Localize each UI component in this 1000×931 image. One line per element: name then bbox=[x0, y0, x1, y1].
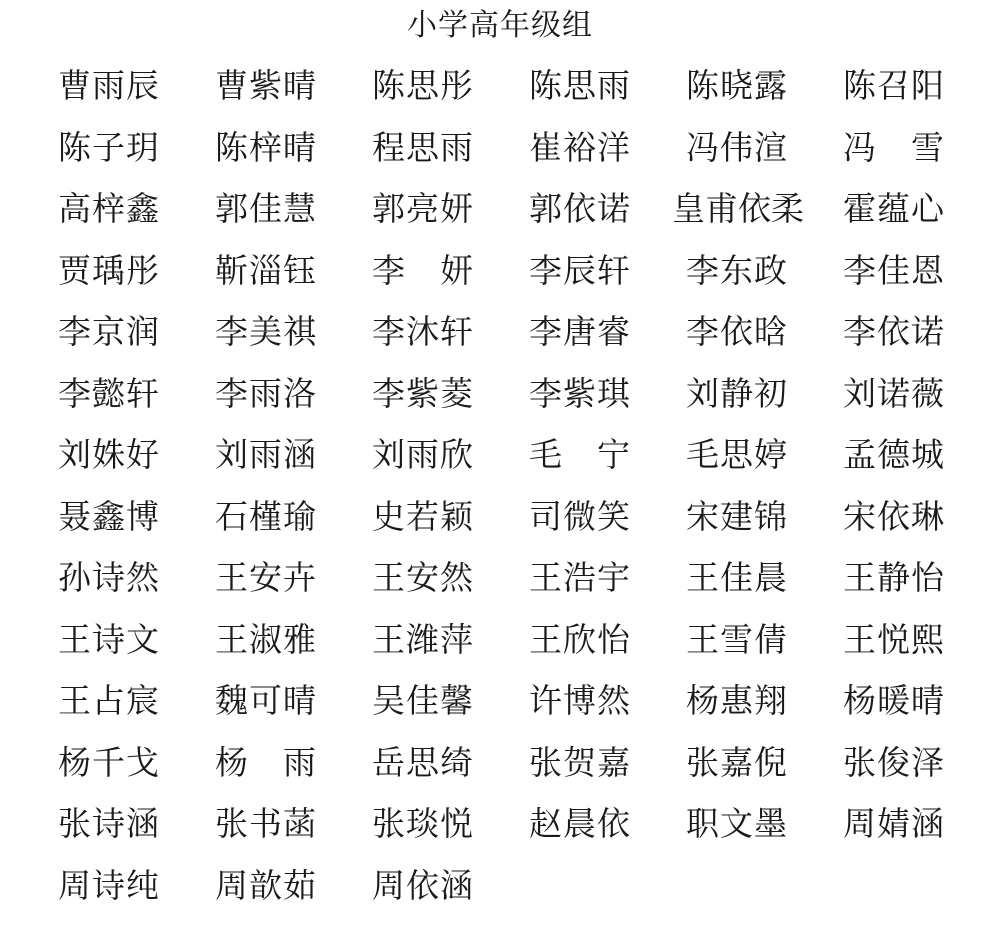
name-item: 王淑雅 bbox=[215, 619, 317, 659]
name-item: 司微笑 bbox=[529, 496, 631, 536]
name-item: 程思雨 bbox=[372, 127, 474, 167]
name-item: 李紫琪 bbox=[529, 373, 631, 413]
name-item: 郭亮妍 bbox=[372, 189, 474, 228]
name-item: 杨 雨 bbox=[215, 742, 317, 782]
name-item: 张书菡 bbox=[215, 804, 317, 843]
name-item: 李京润 bbox=[58, 312, 160, 351]
name-item: 魏可晴 bbox=[215, 681, 317, 720]
name-item: 陈思彤 bbox=[372, 66, 474, 105]
name-item: 陈晓露 bbox=[686, 66, 788, 105]
name-item: 周依涵 bbox=[372, 865, 474, 905]
name-item: 王浩宇 bbox=[529, 558, 631, 597]
name-item: 李佳恩 bbox=[843, 250, 945, 290]
name-item: 冯 雪 bbox=[843, 127, 945, 167]
name-item: 杨惠翔 bbox=[686, 681, 788, 720]
name-item: 陈梓晴 bbox=[215, 127, 317, 167]
name-item: 李依诺 bbox=[843, 312, 945, 351]
name-item: 聂鑫博 bbox=[58, 496, 160, 536]
name-item: 王悦熙 bbox=[843, 619, 945, 659]
name-item: 皇甫依柔 bbox=[672, 189, 804, 228]
name-item: 李美祺 bbox=[215, 312, 317, 351]
name-item: 曹紫晴 bbox=[215, 66, 317, 105]
name-item: 李懿轩 bbox=[58, 373, 160, 413]
name-item: 郭佳慧 bbox=[215, 189, 317, 228]
name-list bbox=[58, 62, 958, 923]
name-item: 刘静初 bbox=[686, 373, 788, 413]
page-title: 小学高年级组 bbox=[407, 8, 593, 43]
name-item: 王占宸 bbox=[58, 681, 160, 720]
name-item: 孙诗然 bbox=[58, 558, 160, 597]
name-item: 李辰轩 bbox=[529, 250, 631, 290]
name-item: 李雨洛 bbox=[215, 373, 317, 413]
name-item: 刘雨欣 bbox=[372, 435, 474, 474]
name-item: 曹雨辰 bbox=[58, 66, 160, 105]
name-item: 宋建锦 bbox=[686, 496, 788, 536]
name-item: 史若颖 bbox=[372, 496, 474, 536]
name-item: 李依晗 bbox=[686, 312, 788, 351]
name-item: 李沐轩 bbox=[372, 312, 474, 351]
name-item: 石槿瑜 bbox=[215, 496, 317, 536]
name-item: 周诗纯 bbox=[58, 865, 160, 905]
name-item: 郭依诺 bbox=[529, 189, 631, 228]
name-item: 孟德城 bbox=[843, 435, 945, 474]
name-item: 张诗涵 bbox=[58, 804, 160, 843]
name-item: 刘诺薇 bbox=[843, 373, 945, 413]
name-item: 靳淄钰 bbox=[215, 250, 317, 290]
name-item: 高梓鑫 bbox=[58, 189, 160, 228]
name-item: 王佳晨 bbox=[686, 558, 788, 597]
name-item: 王潍萍 bbox=[372, 619, 474, 659]
name-item: 王静怡 bbox=[843, 558, 945, 597]
name-item: 陈思雨 bbox=[529, 66, 631, 105]
name-item: 张俊泽 bbox=[843, 742, 945, 782]
name-item: 周歆茹 bbox=[215, 865, 317, 905]
name-item: 张嘉倪 bbox=[686, 742, 788, 782]
name-item: 毛 宁 bbox=[529, 435, 631, 474]
name-item: 崔裕洋 bbox=[529, 127, 631, 167]
name-item: 职文墨 bbox=[686, 804, 788, 843]
name-item: 王安卉 bbox=[215, 558, 317, 597]
name-item: 王雪倩 bbox=[686, 619, 788, 659]
name-item: 张琰悦 bbox=[372, 804, 474, 843]
name-item: 刘姝好 bbox=[58, 435, 160, 474]
name-item: 李紫菱 bbox=[372, 373, 474, 413]
name-item: 张贺嘉 bbox=[529, 742, 631, 782]
name-item: 贾瑀彤 bbox=[58, 250, 160, 290]
name-item: 陈召阳 bbox=[843, 66, 945, 105]
name-item: 刘雨涵 bbox=[215, 435, 317, 474]
name-item: 冯伟渲 bbox=[686, 127, 788, 167]
name-item: 李唐睿 bbox=[529, 312, 631, 351]
name-item: 赵晨依 bbox=[529, 804, 631, 843]
name-item: 许博然 bbox=[529, 681, 631, 720]
name-item: 李 妍 bbox=[372, 250, 474, 290]
name-item: 王诗文 bbox=[58, 619, 160, 659]
name-item: 杨暖晴 bbox=[843, 681, 945, 720]
name-item: 王安然 bbox=[372, 558, 474, 597]
name-item: 陈子玥 bbox=[58, 127, 160, 167]
name-item: 周婧涵 bbox=[843, 804, 945, 843]
name-item: 毛思婷 bbox=[686, 435, 788, 474]
name-item: 霍蕴心 bbox=[843, 189, 945, 228]
name-item: 李东政 bbox=[686, 250, 788, 290]
name-item: 王欣怡 bbox=[529, 619, 631, 659]
name-item: 吴佳馨 bbox=[372, 681, 474, 720]
name-item: 宋依琳 bbox=[843, 496, 945, 536]
name-item: 杨千戈 bbox=[58, 742, 160, 782]
name-item: 岳思绮 bbox=[372, 742, 474, 782]
